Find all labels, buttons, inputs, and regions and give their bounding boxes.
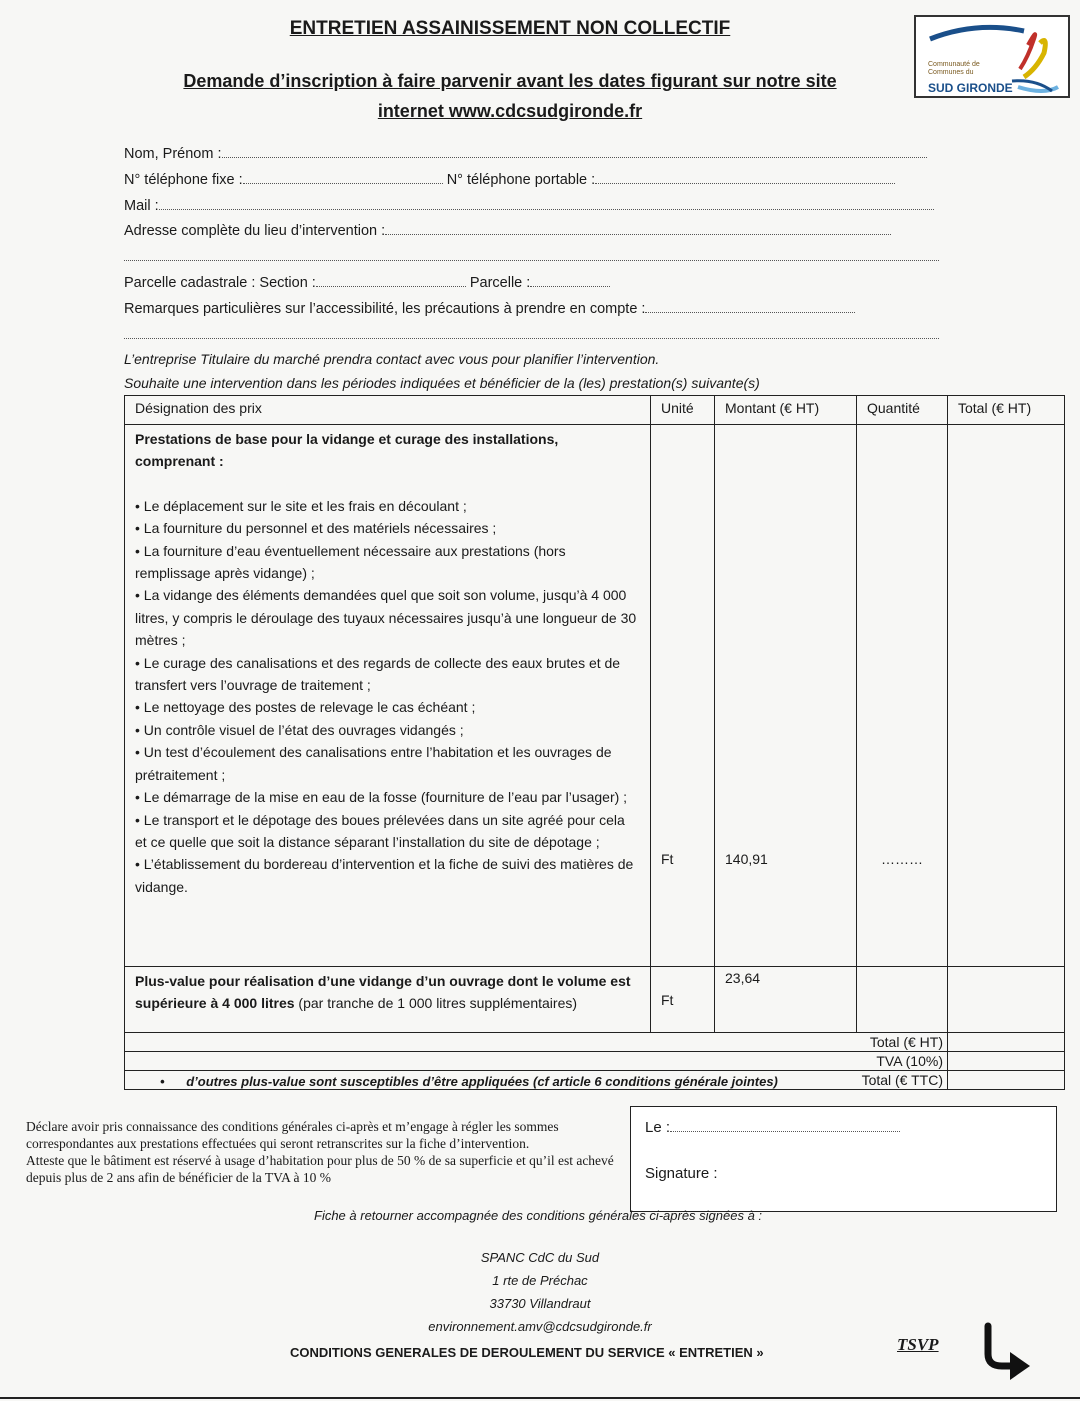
conditions-title: CONDITIONS GENERALES DE DEROULEMENT DU SERVICE « ENTRETIEN » — [290, 1345, 764, 1360]
row1-title: Prestations de base pour la vidange et curage des installations, comprenant : — [135, 431, 559, 470]
bottom-divider — [0, 1397, 1080, 1399]
tva-row — [125, 1052, 1065, 1071]
field-nom[interactable] — [124, 145, 927, 162]
list-item: • Le nettoyage des postes de relevage le cas échéant ; — [135, 699, 476, 716]
field-adresse-line-2[interactable] — [124, 248, 939, 265]
field-telephone[interactable] — [124, 171, 895, 188]
address-street: 1 rte de Préchac — [492, 1273, 588, 1288]
row1-items-list — [135, 495, 640, 898]
row2-title-rest: (par tranche de 1 000 litres supplémentaires) — [294, 995, 578, 1012]
address-city: 33730 Villandraut — [489, 1296, 591, 1311]
subtitle-line-2: internet www.cdcsudgironde.fr — [377, 101, 643, 121]
total-ht-label: Total (€ HT) — [125, 1033, 948, 1052]
declaration-line-1: Déclare avoir pris connaissance des conditions générales ci-après et m’engage à régler les sommes correspondantes aux prestations effectuées qui seront retranscrites sur la fiche d’intervention. — [26, 1119, 559, 1151]
label-remarques: Remarques particulières sur l’accessibilité, les précautions à prendre en compte : — [124, 301, 646, 317]
label-parcelle-section: Parcelle cadastrale : Section : — [124, 275, 316, 291]
list-item: • La vidange des éléments demandées quel que soit son volume, jusqu’à 4 000 litres, y compris le déroulage des tuyaux nécessaires jusqu’à une longueur de 30 mètres ; — [135, 587, 637, 649]
total-ttc-value[interactable] — [948, 1071, 1065, 1090]
address-email[interactable]: environnement.amv@cdcsudgironde.fr — [428, 1319, 652, 1334]
declaration-line-2: Atteste que le bâtiment est réservé à usage d’habitation pour plus de 50 % de sa superficie et qu’il est achevé depuis plus de 2 ans afin de bénéficier de la TVA à 10 % — [26, 1153, 614, 1185]
address-name: SPANC CdC du Sud — [480, 1250, 600, 1265]
row1-quantity[interactable]: ……… — [857, 425, 948, 967]
plus-value-note: • d’outres plus-value sont susceptibles d’être appliquées (cf article 6 conditions générale jointes) — [160, 1074, 778, 1089]
souhaite-note: Souhaite une intervention dans les périodes indiquées et bénéficier de la (les) prestation(s) suivante(s) — [124, 375, 760, 391]
header-quantite: Quantité — [857, 396, 948, 425]
row2-quantity[interactable] — [857, 967, 948, 1033]
signature-box[interactable] — [630, 1106, 1057, 1212]
row1-amount: 140,91 — [715, 425, 857, 967]
field-remarques[interactable] — [124, 300, 855, 317]
total-ht-value[interactable] — [948, 1033, 1065, 1052]
list-item: • Le déplacement sur le site et les frais en découlant ; — [135, 497, 467, 514]
label-tel-fixe: N° téléphone fixe : — [124, 172, 243, 188]
curved-arrow-right-icon — [980, 1322, 1036, 1387]
header-total: Total (€ HT) — [948, 396, 1065, 425]
label-tel-portable: N° téléphone portable : — [446, 172, 596, 188]
date-field[interactable]: Le : — [645, 1119, 900, 1136]
signature-field[interactable]: Signature : — [645, 1165, 718, 1182]
tsvp-label: TSVP — [897, 1335, 939, 1354]
contact-note: L’entreprise Titulaire du marché prendra contact avec vous pour planifier l’intervention. — [124, 351, 660, 367]
total-ht-row — [125, 1033, 1065, 1052]
row2-title: Plus-value pour réalisation d’une vidange d’un ouvrage dont le volume est supérieure à 4 000 litres — [135, 973, 631, 1012]
row1-designation — [125, 425, 651, 967]
list-item: • Un contrôle visuel de l’état des ouvrages vidangés ; — [135, 721, 464, 738]
bullet-icon: • — [160, 1074, 165, 1089]
declaration-text — [26, 1118, 616, 1186]
label-mail: Mail : — [124, 198, 159, 214]
label-adresse: Adresse complète du lieu d’intervention : — [124, 223, 386, 239]
tva-value[interactable] — [948, 1052, 1065, 1071]
row1-unit: Ft — [651, 425, 715, 967]
header-designation: Désignation des prix — [125, 396, 651, 425]
list-item: • La fourniture d’eau éventuellement nécessaire aux prestations (hors remplissage après vidange) ; — [135, 542, 566, 582]
list-item: • Un test d’écoulement des canalisations entre l’habitation et les ouvrages de prétraitement ; — [135, 744, 612, 783]
row2-unit: Ft — [651, 967, 715, 1033]
list-item: • Le transport et le dépotage des boues prélevées dans un site agréé pour cela et ce quelle que soit la distance séparant l’installation du site de dépotage ; — [135, 811, 625, 850]
row2-designation — [125, 967, 651, 1033]
cdc-sud-gironde-logo — [914, 15, 1070, 98]
subtitle-line-1: Demande d’inscription à faire parvenir avant les dates figurant sur notre site — [183, 71, 837, 91]
field-parcelle[interactable] — [124, 274, 610, 291]
header-unite: Unité — [651, 396, 715, 425]
tva-label: TVA (10%) — [125, 1052, 948, 1071]
table-row — [125, 967, 1065, 1033]
price-table — [124, 395, 1065, 1090]
total-ttc-label: Total (€ TTC) — [125, 1071, 948, 1090]
list-item: • La fourniture du personnel et des matériels nécessaires ; — [135, 520, 497, 537]
field-remarques-line-2[interactable] — [124, 326, 939, 343]
return-note: Fiche à retourner accompagnée des conditions générales ci-après signées à : — [314, 1208, 763, 1223]
row1-total[interactable] — [948, 425, 1065, 967]
list-item: • L’établissement du bordereau d’intervention et la fiche de suivi des matières de vidange. — [135, 856, 634, 895]
label-parcelle: Parcelle : — [469, 275, 531, 291]
field-adresse[interactable] — [124, 222, 891, 239]
document-title: ENTRETIEN ASSAINISSEMENT NON COLLECTIF — [289, 18, 731, 39]
table-header-row — [125, 396, 1065, 425]
row2-amount: 23,64 — [715, 967, 857, 1033]
table-row — [125, 425, 1065, 967]
header-montant: Montant (€ HT) — [715, 396, 857, 425]
logo-name: SUD GIRONDE — [928, 81, 1013, 95]
label-nom: Nom, Prénom : — [124, 146, 222, 162]
field-mail[interactable] — [124, 197, 934, 214]
logo-small-text: Communauté de Communes du — [928, 61, 980, 76]
list-item: • Le curage des canalisations et des regards de collecte des eaux brutes et de transfert vers l’ouvrage de traitement ; — [135, 654, 621, 694]
document-subtitle — [0, 66, 1020, 126]
row2-total[interactable] — [948, 967, 1065, 1033]
list-item: • Le démarrage de la mise en eau de la fosse (fourniture de l’eau par l’usager) ; — [135, 789, 628, 806]
